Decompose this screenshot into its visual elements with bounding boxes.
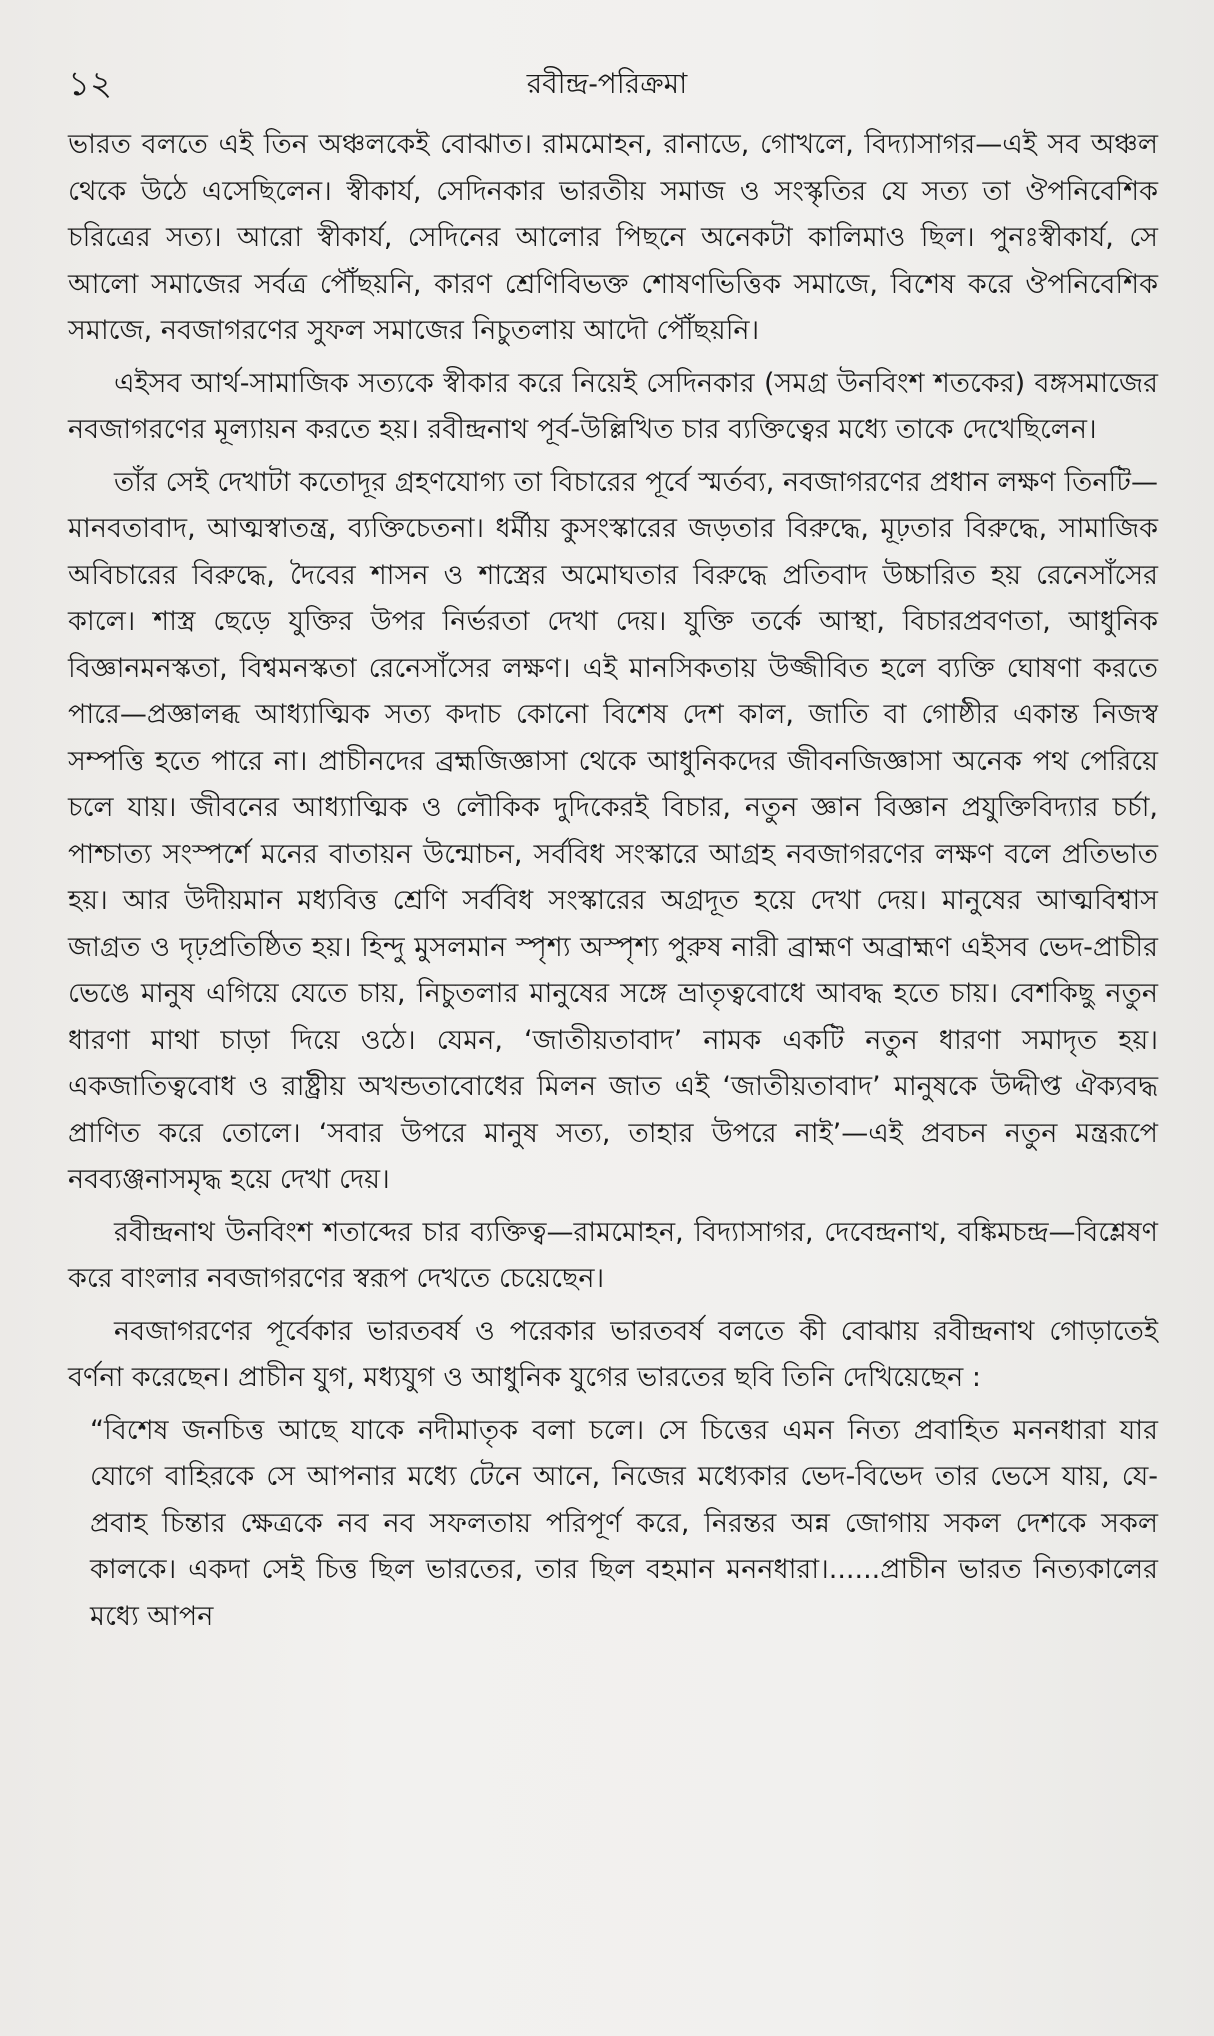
paragraph: নবজাগরণের পূর্বেকার ভারতবর্ষ ও পরেকার ভারতবর্ষ বলতে কী বোঝায় রবীন্দ্রনাথ গোড়াতেই বর্ণনা করেছেন। প্রাচীন যুগ, মধ্যযুগ ও আধুনিক যুগের ভারতের ছবি তিনি দেখিয়েছেন :	[68, 1315, 1158, 1393]
page-header	[68, 58, 1146, 108]
paragraph: রবীন্দ্রনাথ উনবিংশ শতাব্দের চার ব্যক্তিত্ব—রামমোহন, বিদ্যাসাগর, দেবেন্দ্রনাথ, বঙ্কিমচন্দ্র—বিশ্লেষণ করে বাংলার নবজাগরণের স্বরূপ দেখতে চেয়েছেন।	[68, 1216, 1158, 1294]
quote-text: “বিশেষ জনচিত্ত আছে যাকে নদীমাতৃক বলা চলে। সে চিত্তের এমন নিত্য প্রবাহিত মননধারা যার যোগে বাহিরকে সে আপনার মধ্যে টেনে আনে, নিজের মধ্যেকার ভেদ-বিভেদ তার ভেসে যায়, যে-প্রবাহ চিন্তার ক্ষেত্রকে নব নব সফলতায় পরিপূর্ণ করে, নিরন্তর অন্ন জোগায় সকল দেশকে সকল কালকে। একদা সেই চিত্ত ছিল ভারতের, তার ছিল বহমান মননধারা।......প্রাচীন ভারত নিত্যকালের মধ্যে আপন	[90, 1414, 1158, 1632]
page-number: ১২	[68, 64, 113, 104]
running-title: রবীন্দ্র-পরিক্রমা	[526, 67, 688, 100]
block-quote	[68, 1408, 1158, 1641]
paragraph: ভারত বলতে এই তিন অঞ্চলকেই বোঝাত। রামমোহন, রানাডে, গোখলে, বিদ্যাসাগর—এই সব অঞ্চল থেকে উঠে এসেছিলেন। স্বীকার্য, সেদিনকার ভারতীয় সমাজ ও সংস্কৃতির যে সত্য তা ঔপনিবেশিক চরিত্রের সত্য। আরো স্বীকার্য, সেদিনের আলোর পিছনে অনেকটা কালিমাও ছিল। পুনঃস্বীকার্য, সে আলো সমাজের সর্বত্র পৌঁছয়নি, কারণ শ্রেণিবিভক্ত শোষণভিত্তিক সমাজে, বিশেষ করে ঔপনিবেশিক সমাজে, নবজাগরণের সুফল সমাজের নিচুতলায় আদৌ পৌঁছয়নি।	[68, 129, 1158, 346]
paragraph: তাঁর সেই দেখাটা কতোদূর গ্রহণযোগ্য তা বিচারের পূর্বে স্মর্তব্য, নবজাগরণের প্রধান লক্ষণ তিনটি—মানবতাবাদ, আত্মস্বাতন্ত্র, ব্যক্তিচেতনা। ধর্মীয় কুসংস্কারের জড়তার বিরুদ্ধে, মূঢ়তার বিরুদ্ধে, সামাজিক অবিচারের বিরুদ্ধে, দৈবের শাসন ও শাস্ত্রের অমোঘতার বিরুদ্ধে প্রতিবাদ উচ্চারিত হয় রেনেসাঁসের কালে। শাস্ত্র ছেড়ে যুক্তির উপর নির্ভরতা দেখা দেয়। যুক্তি তর্কে আস্থা, বিচারপ্রবণতা, আধুনিক বিজ্ঞানমনস্কতা, বিশ্বমনস্কতা রেনেসাঁসের লক্ষণ। এই মানসিকতায় উজ্জীবিত হলে ব্যক্তি ঘোষণা করতে পারে—প্রজ্ঞালব্ধ আধ্যাত্মিক সত্য কদাচ কোনো বিশেষ দেশ কাল, জাতি বা গোষ্ঠীর একান্ত নিজস্ব সম্পত্তি হতে পারে না। প্রাচীনদের ব্রহ্মজিজ্ঞাসা থেকে আধুনিকদের জীবনজিজ্ঞাসা অনেক পথ পেরিয়ে চলে যায়। জীবনের আধ্যাত্মিক ও লৌকিক দুদিকেরই বিচার, নতুন জ্ঞান বিজ্ঞান প্রযুক্তিবিদ্যার চর্চা, পাশ্চাত্য সংস্পর্শে মনের বাতায়ন উন্মোচন, সর্ববিধ সংস্কারে আগ্রহ নবজাগরণের লক্ষণ বলে প্রতিভাত হয়। আর উদীয়মান মধ্যবিত্ত শ্রেণি সর্ববিধ সংস্কারের অগ্রদূত হয়ে দেখা দেয়। মানুষের আত্মবিশ্বাস জাগ্রত ও দৃঢ়প্রতিষ্ঠিত হয়। হিন্দু মুসলমান স্পৃশ্য অস্পৃশ্য পুরুষ নারী ব্রাহ্মণ অব্রাহ্মণ এইসব ভেদ-প্রাচীর ভেঙে মানুষ এগিয়ে যেতে চায়, নিচুতলার মানুষের সঙ্গে ভ্রাতৃত্ববোধে আবদ্ধ হতে চায়। বেশকিছু নতুন ধারণা মাথা চাড়া দিয়ে ওঠে। যেমন, ‘জাতীয়তাবাদ’ নামক একটি নতুন ধারণা সমাদৃত হয়। একজাতিত্ববোধ ও রাষ্ট্রীয় অখন্ডতাবোধের মিলন জাত এই ‘জাতীয়তাবাদ’ মানুষকে উদ্দীপ্ত ঐক্যবদ্ধ প্রাণিত করে তোলে। ‘সবার উপরে মানুষ সত্য, তাহার উপরে নাই’—এই প্রবচন নতুন মন্ত্ররূপে নবব্যঞ্জনাসমৃদ্ধ হয়ে দেখা দেয়।	[68, 466, 1158, 1195]
paragraph: এইসব আর্থ-সামাজিক সত্যকে স্বীকার করে নিয়েই সেদিনকার (সমগ্র উনবিংশ শতকের) বঙ্গসমাজের নবজাগরণের মূল্যায়ন করতে হয়। রবীন্দ্রনাথ পূর্ব-উল্লিখিত চার ব্যক্তিত্বের মধ্যে তাকে দেখেছিলেন।	[68, 367, 1158, 445]
body-text	[68, 122, 1158, 1640]
